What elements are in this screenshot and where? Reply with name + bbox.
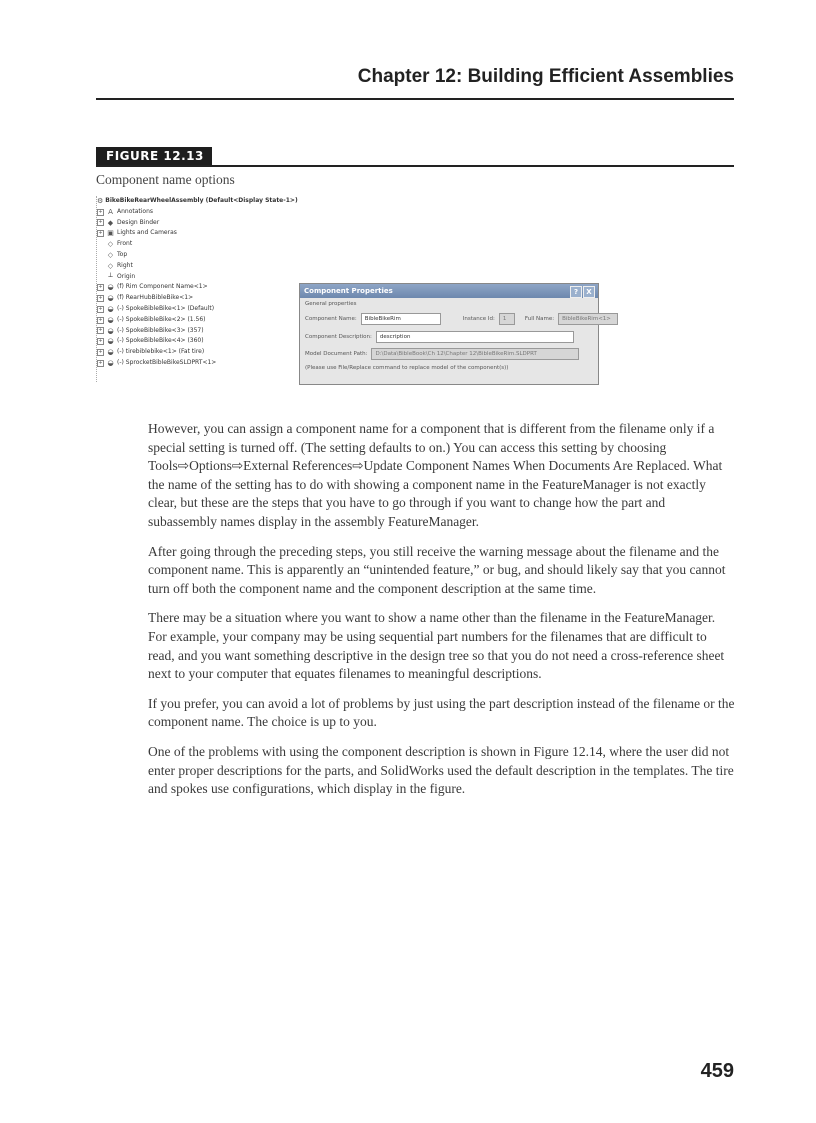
expand-toggle[interactable]: + [98,305,103,312]
tree-item[interactable] [97,261,297,272]
component-name-label: Component Name: [305,316,357,322]
plane-icon: ◇ [107,250,114,259]
expand-toggle[interactable]: + [98,338,103,345]
part-icon: ◒ [107,358,114,367]
tree-item[interactable] [97,218,297,229]
full-name-field: BibleBikeRim<1> [558,313,618,325]
lights-icon: ▣ [107,229,114,238]
description-row [305,331,574,343]
dialog-title: Component Properties [304,287,393,295]
name-row [305,313,618,325]
paragraph: If you prefer, you can avoid a lot of problems by just using the part description instead of the filename or the component name. The choice is up to you. [148,695,735,730]
tree-item[interactable] [97,347,297,358]
tree-items [97,207,297,369]
model-path-field: D:\Data\BibleBook\Ch 12\Chapter 12\BibleBikeRim.SLDPRT [371,348,579,360]
expand-toggle[interactable]: + [98,230,103,237]
tree-item[interactable] [97,207,297,218]
feature-manager-tree [96,196,297,382]
tree-item-label: (-) SprocketBibleBikeSLDPRT<1> [117,358,217,366]
tree-item-label: Design Binder [117,218,160,226]
design-binder-icon: ◆ [107,218,114,227]
body-text [148,420,736,810]
tree-item-label: Lights and Cameras [117,229,177,237]
tree-item[interactable] [97,293,297,304]
part-icon: ◒ [107,348,114,357]
tree-item[interactable] [97,336,297,347]
tree-item-label: (f) RearHubBibleBike<1> [117,294,194,302]
component-description-label: Component Description: [305,334,372,340]
expand-toggle[interactable]: + [98,327,103,334]
paragraph: One of the problems with using the component description is shown in Figure 12.14, where the user did not enter proper descriptions for the parts, and SolidWorks used the default description in the templates. The tire and spokes use configurations, which display in the figure. [148,743,734,797]
close-button[interactable]: X [583,286,595,298]
expand-toggle[interactable]: + [98,349,103,356]
note-row [305,365,508,371]
plane-icon: ◇ [107,240,114,249]
tree-item-label: (-) SpokeBibleBike<4> (360) [117,337,204,345]
instance-id-field: 1 [499,313,515,325]
chapter-header [96,64,734,100]
expand-toggle[interactable]: + [98,316,103,323]
part-icon: ◒ [107,315,114,324]
tree-item[interactable] [97,315,297,326]
tree-item-label: (-) SpokeBibleBike<1> (Default) [117,304,215,312]
tree-item-label: Front [117,240,133,248]
tree-item[interactable] [97,250,297,261]
paragraph: There may be a situation where you want to show a name other than the filename in the FeatureManager. For example, your company may be using sequential part numbers for the filenames that are difficult to read, and you want something descriptive in the design tree so that you do not need a cross-reference sheet next to your computer that equates filenames to meaningful descriptions. [148,610,725,682]
instance-id-label: Instance Id: [462,316,495,322]
tree-item-label: (-) SpokeBibleBike<2> (1.56) [117,315,206,323]
chapter-title: Chapter 12: Building Efficient Assemblies [357,66,734,87]
figure-caption: Component name options [96,172,235,187]
replace-note: (Please use File/Replace command to replace model of the component(s)) [305,365,509,371]
model-path-row [305,348,579,360]
tree-root-label: BikeBikeRearWheelAssembly (Default<Display State-1>) [105,197,298,204]
help-button[interactable]: ? [570,286,582,298]
plane-icon: ◇ [107,261,114,270]
expand-toggle[interactable]: + [98,219,103,226]
component-name-input[interactable]: BibleBikeRim [361,313,441,325]
dialog-title-bar [300,284,598,298]
general-properties-label: General properties [305,301,357,307]
full-name-label: Full Name: [524,316,555,322]
model-path-label: Model Document Path: [305,351,368,357]
tree-item[interactable] [97,326,297,337]
tree-item-label: (-) tirebiblebike<1> (Fat tire) [117,348,205,356]
general-properties-row [305,301,357,307]
tree-item[interactable] [97,228,297,239]
tree-item[interactable] [97,358,297,369]
part-icon: ◒ [107,326,114,335]
tree-item-label: Origin [117,272,136,280]
tree-item[interactable] [97,272,297,283]
annotations-icon: A [108,207,113,216]
origin-icon: ┴ [108,272,113,281]
tree-item[interactable] [97,282,297,293]
expand-toggle[interactable]: + [98,208,103,215]
tree-item[interactable] [97,239,297,250]
tree-item-label: (-) SpokeBibleBike<3> (357) [117,326,204,334]
tree-item-label: Annotations [117,207,154,215]
tree-item-label: (f) Rim Component Name<1> [117,283,208,291]
component-description-input[interactable]: description [376,331,574,343]
paragraph: After going through the preceding steps, you still receive the warning message about the filename and the component name. This is apparently an “unintended feature,” or bug, and should likely say that you cannot turn off both the component name and the component description at the same time. [148,543,726,596]
figure-bar [96,147,734,167]
expand-toggle[interactable]: + [98,284,103,291]
part-icon: ◒ [107,337,114,346]
paragraph: However, you can assign a component name for a component that is different from the filename only if a special setting is turned off. (The setting defaults to on.) You can access this setting by choosing Tools⇨Options⇨External References⇨Update Component Names When Documents Are Replaced. What the name of the setting has to do with showing a component name in the FeatureManager is not exactly clear, but these are the steps that you have to go through if you want to change how the part and subassembly names display in the assembly FeatureManager. [148,421,723,529]
tree-item[interactable] [97,304,297,315]
part-icon: ◒ [107,283,114,292]
tree-item-label: Right [117,261,133,269]
component-properties-dialog [299,283,611,385]
figure-label: FIGURE 12.13 [96,147,212,165]
expand-toggle[interactable]: + [98,295,103,302]
assembly-icon: ⚙ [97,197,104,205]
part-icon: ◒ [107,294,114,303]
part-icon: ◒ [107,304,114,313]
expand-toggle[interactable]: + [98,359,103,366]
tree-item-label: Top [117,250,128,258]
page-number: 459 [700,1060,734,1082]
tree-root[interactable] [97,196,297,207]
